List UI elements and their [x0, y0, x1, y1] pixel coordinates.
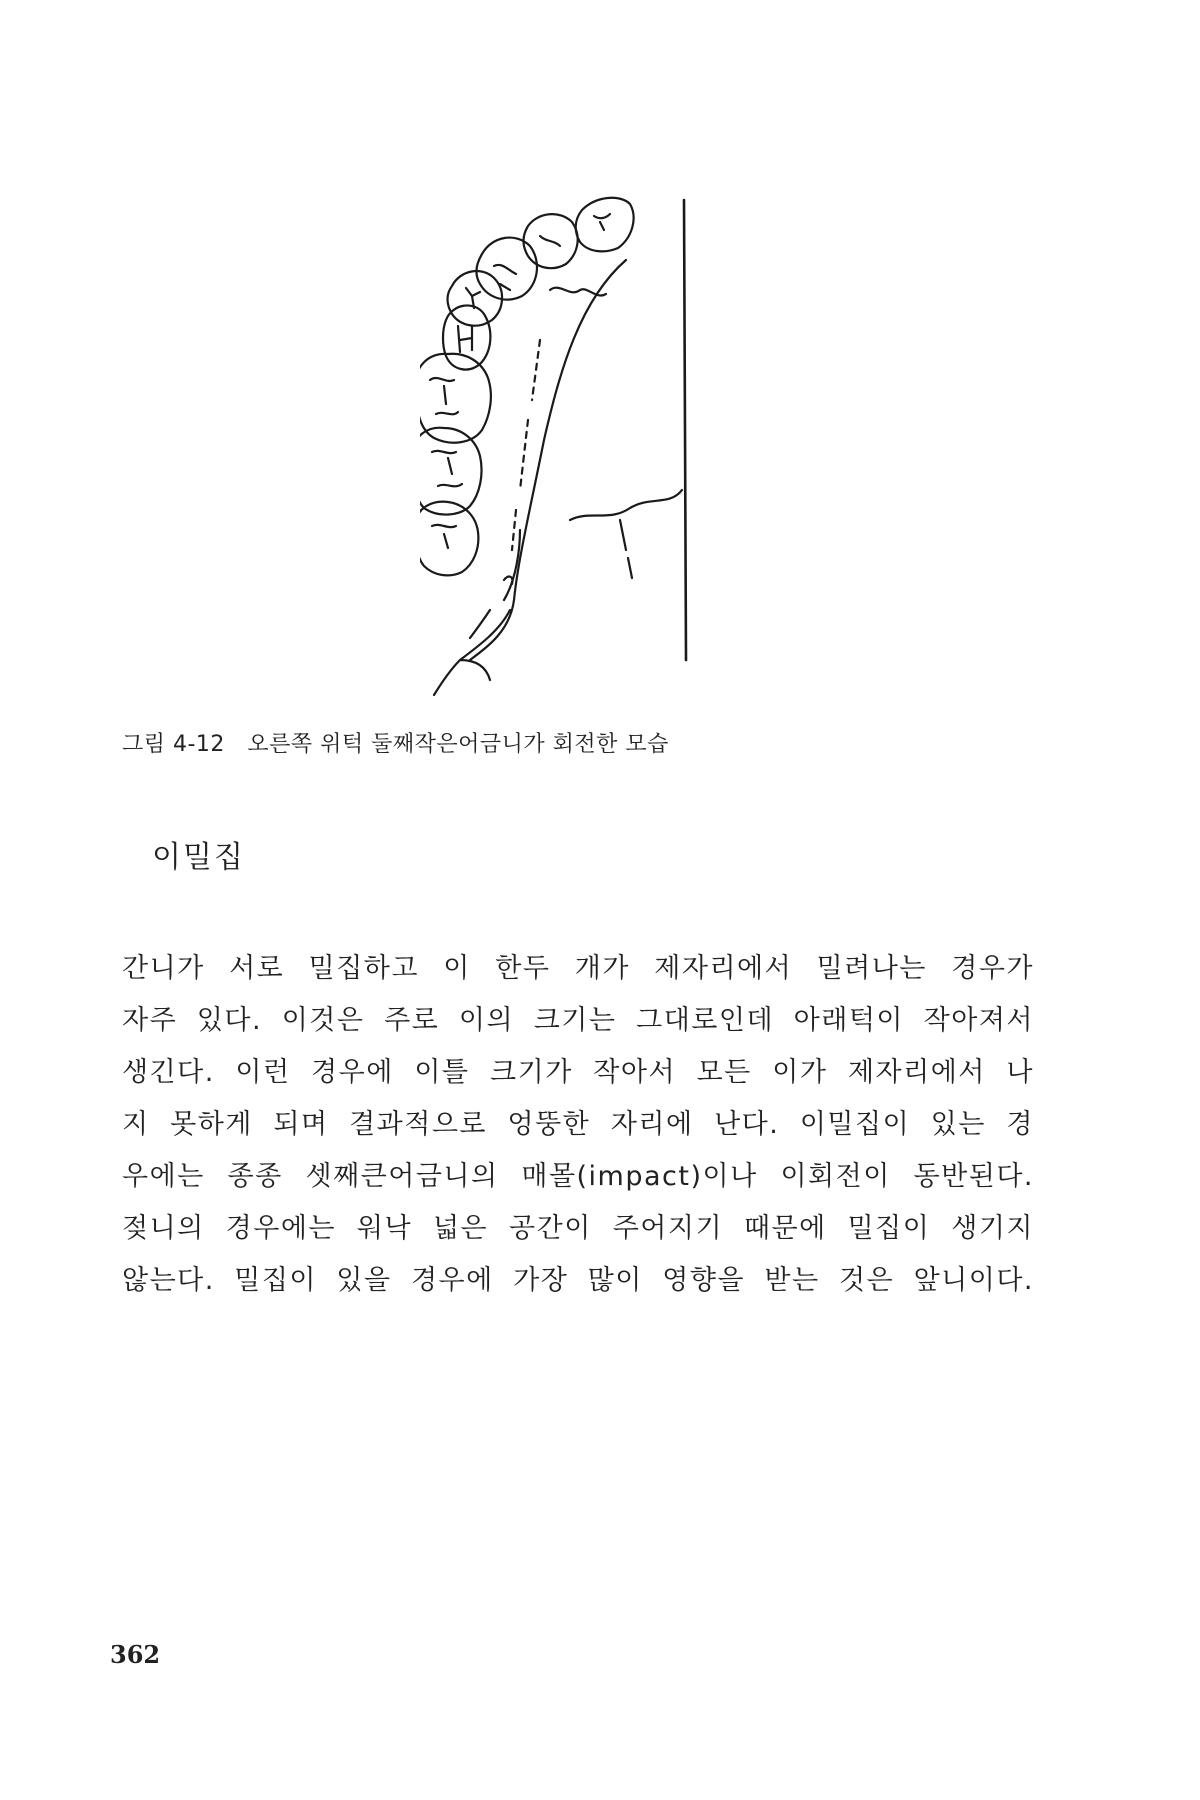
paragraph-line: 지 못하게 되며 결과적으로 엉뚱한 자리에 난다. 이밀집이 있는 경 — [122, 1109, 1034, 1140]
paragraph-line: 자주 있다. 이것은 주로 이의 크기는 그대로인데 아래턱이 작아져서 — [122, 1005, 1034, 1036]
paragraph-line: 간니가 서로 밀집하고 이 한두 개가 제자리에서 밀려나는 경우가 — [122, 953, 1034, 984]
canine-detail — [494, 265, 516, 290]
second-premolar-tooth-rotated — [443, 305, 490, 369]
midline — [684, 200, 686, 660]
posterior-process — [434, 610, 510, 695]
small-accent — [504, 577, 512, 584]
paragraph-line: 않는다. 밀집이 있을 경우에 가장 많이 영향을 받는 것은 앞니이다. — [122, 1265, 1034, 1296]
posterior-process-2 — [504, 530, 520, 600]
lateral-incisor-detail — [540, 236, 560, 246]
paragraph-line: 우에는 종종 셋째큰어금니의 매몰(impact)이나 이회전이 동반된다. — [122, 1161, 1034, 1192]
palate-fissure — [570, 490, 682, 520]
third-molar-tooth — [420, 502, 478, 576]
page-number: 362 — [110, 1640, 161, 1669]
section-heading: 이밀집 — [152, 840, 245, 875]
first-molar-detail — [430, 378, 458, 414]
dental-arch-illustration — [420, 190, 720, 710]
first-premolar-tooth — [448, 271, 503, 326]
body-paragraph — [122, 943, 1034, 1307]
paragraph-line: 젖니의 경우에는 워낙 넓은 공간이 주어지기 때문에 밀집이 생기지 — [122, 1213, 1034, 1244]
second-premolar-detail — [458, 326, 472, 352]
palate-inner-line — [512, 340, 540, 550]
figure-caption: 그림 4-12 오른쪽 위턱 둘째작은어금니가 회전한 모습 — [122, 732, 669, 757]
central-incisor-tooth — [576, 198, 634, 252]
palate-fissure-2 — [620, 520, 632, 578]
third-molar-detail — [432, 525, 456, 548]
paragraph-line: 생긴다. 이런 경우에 이틀 크기가 작아서 모든 이가 제자리에서 나 — [122, 1057, 1034, 1088]
second-molar-detail — [432, 451, 462, 486]
central-incisor-detail — [594, 214, 610, 230]
